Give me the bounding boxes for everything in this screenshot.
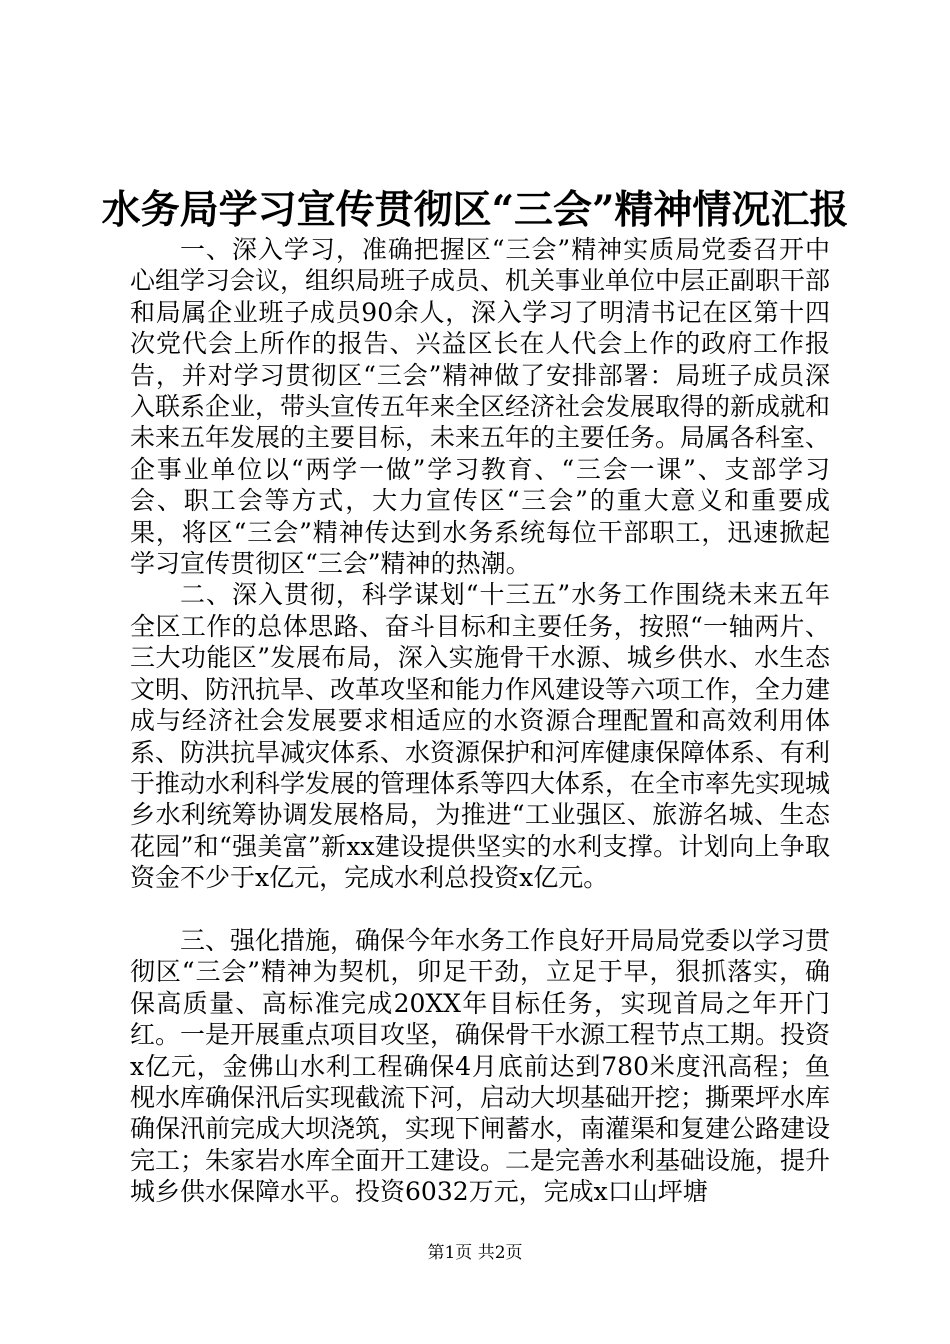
paragraph-spacer [130, 894, 830, 925]
paragraph-2: 二、深入贯彻，科学谋划“十三五”水务工作围绕未来五年全区工作的总体思路、奋斗目标和主要任务，按照“一轴两片、三大功能区”发展布局，深入实施骨干水源、城乡供水、水生态文明、防汛抗旱、改革攻坚和能力作风建设等六项工作，全力建成与经济社会发展要求相适应的水资源合理配置和高效利用体系、防洪抗旱减灾体系、水资源保护和河库健康保障体系、有利于推动水利科学发展的管理体系等四大体系，在全市率先实现城乡水利统筹协调发展格局，为推进“工业强区、旅游名城、生态花园”和“强美富”新xx建设提供坚实的水利支撑。计划向上争取资金不少于x亿元，完成水利总投资x亿元。 [130, 580, 831, 893]
document-body [130, 234, 830, 1208]
paragraph-3: 三、强化措施，确保今年水务工作良好开局局党委以学习贯彻区“三会”精神为契机，卯足干劲，立足于早，狠抓落实，确保高质量、高标准完成20XX年目标任务，实现首局之年开门红。一是开展重点项目攻坚，确保骨干水源工程节点工期。投资x亿元，金佛山水利工程确保4月底前达到780米度汛高程；鱼枧水库确保汛后实现截流下河，启动大坝基础开挖；撕栗坪水库确保汛前完成大坝浇筑，实现下闸蓄水，南灌渠和复建公路建设完工；朱家岩水库全面开工建设。二是完善水利基础设施，提升城乡供水保障水平。投资6032万元，完成x口山坪塘 [130, 925, 831, 1207]
document-title: 水务局学习宣传贯彻区“三会”精神情况汇报 [101, 187, 849, 233]
paragraph-1: 一、深入学习，准确把握区“三会”精神实质局党委召开中心组学习会议，组织局班子成员、机关事业单位中层正副职干部和局属企业班子成员90余人，深入学习了明清书记在区第十四次党代会上所作的报告、兴益区长在人代会上作的政府工作报告，并对学习贯彻区“三会”精神做了安排部署：局班子成员深入联系企业，带头宣传五年来全区经济社会发展取得的新成就和未来五年发展的主要目标，未来五年的主要任务。局属各科室、企事业单位以“两学一做”学习教育、“三会一课”、支部学习会、职工会等方式，大力宣传区“三会”的重大意义和重要成果，将区“三会”精神传达到水务系统每位干部职工，迅速掀起学习宣传贯彻区“三会”精神的热潮。 [130, 235, 831, 579]
page-number-footer: 第1页 共2页 [427, 1243, 523, 1263]
